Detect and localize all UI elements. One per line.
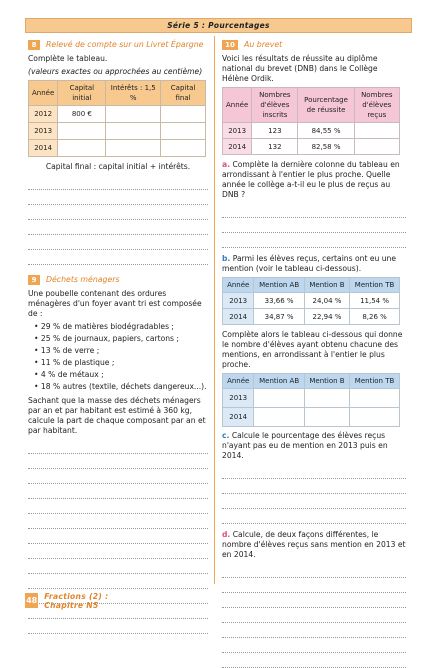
- question-a: a. Complète la dernière colonne du tableau en arrondissant à l'entier le plus proche. Quelle année le collège a-t-il eu le plus de reçus au DNB ?: [222, 160, 400, 199]
- exercise-title: Déchets ménagers: [46, 275, 120, 284]
- table-row: 2013: [223, 389, 400, 408]
- table-header: Mention TB: [350, 278, 400, 293]
- table-row: 2014 132 82,58 %: [223, 139, 400, 155]
- table-header: Nombres d'élèves inscrits: [252, 88, 298, 123]
- column-divider: [214, 36, 215, 584]
- exercise-title: Relevé de compte sur un Livret Épargne: [46, 40, 204, 49]
- page-title: Série 5 : Pourcentages: [25, 18, 412, 33]
- question-d: d. Calcule, de deux façons différentes, le nombre d'élèves reçus sans mention en 2013 et en 2014.: [222, 530, 406, 559]
- exercise-10-header: [222, 40, 406, 50]
- list-item: • 11 % de plastique ;: [34, 358, 208, 368]
- chapter-title: Fractions (2) : Chapitre N5: [44, 591, 109, 610]
- brevet-results-table: [222, 87, 400, 155]
- table-header: Mention TB: [350, 374, 400, 389]
- table-header: Année: [223, 374, 254, 389]
- page-footer: [25, 593, 145, 608]
- question-letter: b.: [222, 254, 231, 263]
- list-item: • 18 % autres (textile, déchets dangereux...).: [34, 382, 208, 392]
- list-item: • 29 % de matières biodégradables ;: [34, 322, 208, 332]
- table-header: Mention AB: [254, 374, 304, 389]
- left-column: [28, 40, 208, 634]
- table-header: Année: [29, 81, 58, 106]
- answer-lines[interactable]: [222, 203, 406, 248]
- table-row: 2014: [223, 408, 400, 427]
- composition-list: [28, 322, 208, 392]
- page-number: 48: [25, 593, 38, 608]
- exercise-number: 8: [28, 40, 40, 50]
- question-b-continued: Complète alors le tableau ci-dessous qui donne le nombre d'élèves ayant obtenu chacune des mentions, en arrondissant à l'entier le plus proche.: [222, 330, 403, 369]
- instruction: Complète le tableau.: [28, 54, 108, 63]
- exercise-title: Au brevet: [244, 40, 283, 49]
- table-row: 2012 800 €: [29, 106, 206, 123]
- mentions-count-table: [222, 373, 400, 427]
- table-header: Année: [223, 88, 252, 123]
- table-header: Mention B: [304, 278, 349, 293]
- table-note: Capital final : capital initial + intérêts.: [45, 162, 191, 171]
- table-row: 2014 34,87 % 22,94 % 8,26 %: [223, 309, 400, 325]
- right-column: [222, 40, 406, 668]
- table-header: Mention B: [304, 374, 349, 389]
- table-header: Mention AB: [254, 278, 304, 293]
- table-header: Capital final: [161, 81, 206, 106]
- table-row: 2013 33,66 % 24,04 % 11,54 %: [223, 293, 400, 309]
- list-item: • 13 % de verre ;: [34, 346, 208, 356]
- list-item: • 4 % de métaux ;: [34, 370, 208, 380]
- exercise-9-header: [28, 275, 208, 285]
- question-letter: d.: [222, 530, 231, 539]
- answer-lines[interactable]: [222, 563, 406, 668]
- question-letter: c.: [222, 431, 230, 440]
- answer-lines[interactable]: [222, 464, 406, 524]
- savings-table: [28, 80, 206, 157]
- table-header: Année: [223, 278, 254, 293]
- exercise-question: Sachant que la masse des déchets ménagers par an et par habitant est estimé à 360 kg, calcule la part de chaque composant par an et par habitant.: [28, 396, 206, 435]
- table-header: Capital initial: [58, 81, 106, 106]
- list-item: • 25 % de journaux, papiers, cartons ;: [34, 334, 208, 344]
- question-letter: a.: [222, 160, 231, 169]
- table-row: 2013: [29, 123, 206, 140]
- question-c: c. Calcule le pourcentage des élèves reçus n'ayant pas eu de mention en 2013 puis en 2014.: [222, 431, 388, 460]
- table-row: 2013 123 84,55 %: [223, 123, 400, 139]
- table-row: 2014: [29, 140, 206, 157]
- instruction-detail: (valeurs exactes ou approchées au centième): [28, 67, 203, 76]
- answer-lines[interactable]: [28, 175, 208, 265]
- exercise-8-header: [28, 40, 208, 50]
- exercise-number: 9: [28, 275, 40, 285]
- exercise-number: 10: [222, 40, 238, 50]
- exercise-intro: Voici les résultats de réussite au diplôme national du brevet (DNB) dans le Collège Hélène Ordik.: [222, 54, 378, 83]
- table-header: Nombres d'élèves reçus: [354, 88, 399, 123]
- exercise-intro: Une poubelle contenant des ordures ménagères d'un foyer avant tri est composée de :: [28, 289, 202, 318]
- question-b: b. Parmi les élèves reçus, certains ont eu une mention (voir le tableau ci-dessous).: [222, 254, 397, 273]
- mentions-percent-table: [222, 277, 400, 325]
- table-header: Intérêts : 1,5 %: [106, 81, 161, 106]
- table-header: Pourcentage de réussite: [298, 88, 354, 123]
